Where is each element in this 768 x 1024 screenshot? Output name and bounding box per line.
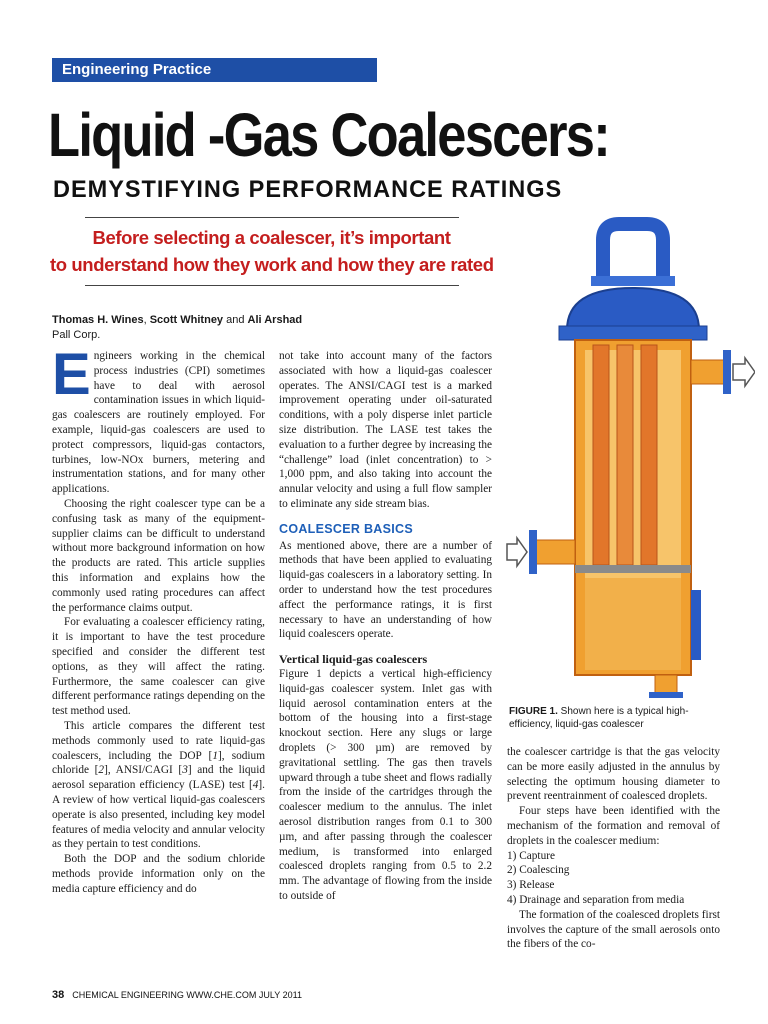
paragraph: Four steps have been identified with the mechanism of the formation and removal of droplets in the coalescer medium:: [507, 805, 720, 847]
paragraph: the coalescer cartridge is that the gas velocity can be more easily adjusted in the annulus by selecting the optimum housing diameter to prevent reentrainment of coalesced droplets.: [507, 746, 720, 803]
deck-line-2: to understand how they work and how they are rated: [50, 254, 494, 275]
reference-number: 4: [252, 779, 259, 792]
article-title: Liquid -Gas Coalescers:: [48, 101, 610, 169]
coalescer-cartridge: [617, 345, 633, 565]
reference-number: 3: [182, 764, 188, 777]
deck-bottom-rule: [85, 285, 459, 286]
deck-line-1: Before selecting a coalescer, it’s important: [92, 227, 451, 248]
paragraph: Engineers working in the chemical process industries (CPI) sometimes have to deal with aerosol contamination issues in which liquid-gas coalescers are routinely employed. For example, liquid-gas coalescers are used to protect compressors, liquid-gas contactors, turbines, low-NOx burners, metering and instrumentation stations, and for many other applications.: [52, 342, 265, 496]
author-separator: and: [223, 314, 248, 326]
paragraph: This article compares the different test methods commonly used to rate liquid-gas coalescers, including the DOP [1], sodium chloride [2], ANSI/CAGI [3] and the liquid aerosol separation efficiency (LASE) test [4]. A review of how vertical liquid-gas coalescers operate is also presented, including key model features of media velocity and annular velocity as they pertain to test conditions.: [52, 719, 265, 851]
author-name: Thomas H. Wines: [52, 314, 144, 326]
author-name: Scott Whitney: [149, 314, 224, 326]
article-deck: [50, 224, 493, 278]
inlet-flange: [529, 530, 537, 574]
paragraph: As mentioned above, there are a number of methods that have been applied to evaluating liquid-gas coalescers in a laboratory setting. In order to understand how the test procedures affect the performance ratings, it is first necessary to have an understanding of how liquid coalescers operate.: [279, 539, 492, 641]
coalescer-cartridge: [593, 345, 609, 565]
top-dome: [567, 288, 699, 330]
list-item: 1) Capture: [507, 849, 555, 862]
figure-caption: [509, 705, 724, 731]
paragraph: The formation of the coalesced droplets first involves the capture of the small aerosols onto the fibers of the co-: [507, 908, 720, 951]
list-item: 4) Drainage and separation from media: [507, 893, 685, 906]
inlet-arrow-icon: [507, 538, 527, 566]
article-subtitle: DEMYSTIFYING PERFORMANCE RATINGS: [53, 176, 563, 203]
section-heading: COALESCER BASICS: [279, 521, 413, 536]
reference-number: 1: [212, 749, 218, 762]
deck-top-rule: [85, 217, 459, 218]
reference-number: 2: [98, 764, 105, 777]
subsection-heading: Vertical liquid-gas coalescers: [279, 652, 428, 667]
outlet-flange: [723, 350, 731, 394]
paragraph: For evaluating a coalescer efficiency rating, it is important to have the test procedure specified and consider the different test options, as they will affect the rating. Furthermore, the same coalescer can give different performance ratings depending on the test method used.: [52, 616, 265, 718]
knockout-section: [585, 578, 681, 670]
text-column-2: [279, 349, 492, 904]
paragraph: Choosing the right coalescer type can be a confusing task as many of the equipment-supplier claims can be difficult to understand without more background information on how the products are rated. This article supplies this information and explains how the commonly used rating procedures can affect the performance claims output.: [52, 497, 265, 614]
paragraph: not take into account many of the factors associated with how a liquid-gas coalescer operates. The ANSI/CAGI test is a marked improvement operating under oil-saturated conditions, with a poly disperse inlet particle size distribution. The LASE test takes the evaluation to a further degree by increasing the “challenge” load (inlet concentration) to > 1,000 ppm, and also taking into account the annular velocity and using a full flow sampler to eliminate any side stream bias.: [279, 350, 492, 510]
level-gauge: [691, 590, 701, 660]
paragraph: Figure 1 depicts a vertical high-efficiency liquid-gas coalescer system. Inlet gas with liquid aerosol contamination enters at the bottom of the housing into a first-stage knockout section. Here any slugs or large droplets (> 300 µm) are removed by gravitational settling. The gas then travels upward through a tube sheet and flows radially from the inside of the cartridges through the coalescer medium to the annulus. The inlet aerosol distribution ranges from 0.1 to 300 µm, and after passing through the coalescer medium, is transformed into enlarged coalesced droplets ranging from 0.5 to 2.2 mm. The advantage of flowing from the inside to outside of: [279, 667, 492, 902]
coalescer-figure: [505, 210, 755, 700]
top-flange: [591, 276, 675, 286]
body-flange: [559, 326, 707, 340]
coalescer-cartridge: [641, 345, 657, 565]
author-affiliation: Pall Corp.: [52, 329, 101, 341]
text-column-1: [52, 342, 265, 896]
paragraph: Both the DOP and the sodium chloride methods provide information only on the media capture efficiency and do: [52, 853, 265, 895]
footer-publication: CHEMICAL ENGINEERING WWW.CHE.COM JULY 2011: [72, 990, 302, 1000]
figure-label: FIGURE 1.: [509, 706, 558, 717]
outlet-arrow-icon: [733, 358, 755, 386]
outlet-nozzle: [691, 360, 725, 384]
list-item: 3) Release: [507, 879, 555, 892]
text-column-3: [507, 745, 720, 952]
author-block: [52, 313, 302, 343]
figure-caption-text: Shown here is a typical high-efficiency, liquid-gas coalescer: [509, 706, 689, 730]
author-name: Ali Arshad: [247, 314, 303, 326]
page-footer: [52, 989, 302, 1001]
tube-sheet: [575, 565, 691, 573]
top-pipe: [603, 224, 663, 280]
drain-flange: [649, 692, 683, 698]
section-banner: Engineering Practice: [52, 58, 377, 82]
page-number: 38: [52, 989, 65, 1001]
list-item: 2) Coalescing: [507, 864, 570, 877]
drop-cap: E: [52, 342, 91, 407]
inlet-nozzle: [535, 540, 575, 564]
author-separator: ,: [143, 314, 150, 326]
